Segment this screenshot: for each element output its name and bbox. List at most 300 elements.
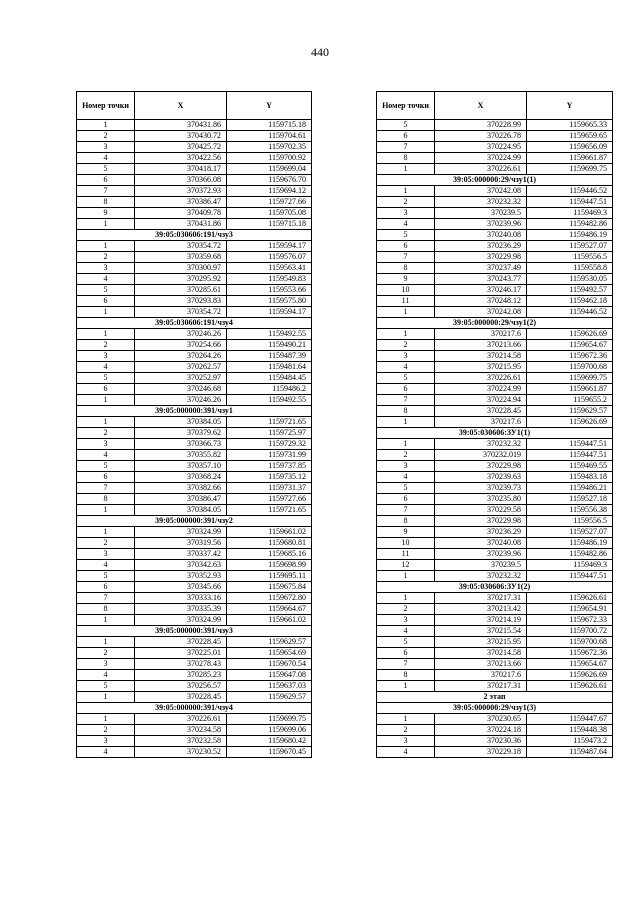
point-number-cell: 3 [77,142,135,153]
y-coordinate-cell: 1159626.69 [527,329,613,340]
y-coordinate-cell: 1159727.66 [227,494,312,505]
y-coordinate-cell: 1159469.55 [527,461,613,472]
table-header-row [377,92,613,120]
point-number-cell: 8 [377,516,435,527]
y-coordinate-cell: 1159447.51 [527,571,613,582]
table-row [377,164,613,175]
x-coordinate-cell: 370293.83 [135,296,227,307]
section-title: 39:05:000000:29/чзу1(1) [377,175,613,186]
point-number-cell: 2 [377,604,435,615]
y-coordinate-cell: 1159556.5 [527,516,613,527]
x-coordinate-cell: 370213.42 [435,604,527,615]
table-row [77,362,312,373]
x-coordinate-cell: 370324.99 [135,527,227,538]
y-coordinate-cell: 1159731.99 [227,450,312,461]
table-row [377,483,613,494]
table-row [77,373,312,384]
y-coordinate-cell: 1159670.45 [227,747,312,758]
point-number-cell: 1 [377,439,435,450]
x-coordinate-cell: 370226.61 [435,164,527,175]
y-coordinate-cell: 1159704.61 [227,131,312,142]
x-coordinate-cell: 370239.63 [435,472,527,483]
table-row [77,692,312,703]
x-coordinate-cell: 370229.98 [435,516,527,527]
point-number-cell: 7 [77,593,135,604]
x-coordinate-cell: 370229.58 [435,505,527,516]
point-number-cell: 1 [377,681,435,692]
point-number-cell: 3 [377,736,435,747]
point-number-cell: 6 [377,648,435,659]
y-coordinate-cell: 1159699.75 [527,164,613,175]
y-coordinate-cell: 1159629.57 [227,637,312,648]
table-row [77,571,312,582]
table-row [77,659,312,670]
y-coordinate-cell: 1159659.65 [527,131,613,142]
point-number-cell: 6 [77,296,135,307]
section-header-row [77,230,312,241]
x-coordinate-cell: 370224.95 [435,142,527,153]
table-row [77,263,312,274]
table-row [377,681,613,692]
x-coordinate-cell: 370422.56 [135,153,227,164]
section-header-row [377,428,613,439]
point-number-cell: 1 [77,505,135,516]
point-number-cell: 5 [77,285,135,296]
y-coordinate-cell: 1159530.05 [527,274,613,285]
table-row [377,296,613,307]
table-row [377,362,613,373]
y-coordinate-cell: 1159446.52 [527,307,613,318]
table-row [377,461,613,472]
x-coordinate-cell: 370230.36 [435,736,527,747]
point-number-cell: 3 [77,659,135,670]
y-coordinate-cell: 1159729.32 [227,439,312,450]
table-row [377,263,613,274]
section-title: 39:05:000000:391/чзу4 [77,703,312,714]
y-coordinate-cell: 1159661.02 [227,615,312,626]
y-coordinate-cell: 1159661.87 [527,153,613,164]
table-row [77,142,312,153]
header-y: Y [527,92,613,120]
y-coordinate-cell: 1159699.75 [227,714,312,725]
table-row [77,417,312,428]
section-title: 39:05:030606:191/чзу3 [77,230,312,241]
table-row [377,626,613,637]
y-coordinate-cell: 1159670.54 [227,659,312,670]
x-coordinate-cell: 370228.45 [135,692,227,703]
x-coordinate-cell: 370248.12 [435,296,527,307]
table-row [77,340,312,351]
table-row [77,252,312,263]
y-coordinate-cell: 1159731.37 [227,483,312,494]
x-coordinate-cell: 370431.86 [135,120,227,131]
point-number-cell: 8 [377,153,435,164]
y-coordinate-cell: 1159665.33 [527,120,613,131]
point-number-cell: 7 [377,505,435,516]
table-row [77,285,312,296]
point-number-cell: 5 [77,571,135,582]
y-coordinate-cell: 1159527.07 [527,527,613,538]
point-number-cell: 3 [77,736,135,747]
x-coordinate-cell: 370217.6 [435,670,527,681]
table-row [377,659,613,670]
x-coordinate-cell: 370229.18 [435,747,527,758]
x-coordinate-cell: 370430.72 [135,131,227,142]
section-header-row [77,626,312,637]
y-coordinate-cell: 1159556.5 [527,252,613,263]
section-title: 2 этап [377,692,613,703]
y-coordinate-cell: 1159655.2 [527,395,613,406]
header-y: Y [227,92,312,120]
point-number-cell: 1 [377,417,435,428]
table-row [377,472,613,483]
point-number-cell: 4 [77,274,135,285]
table-row [377,285,613,296]
y-coordinate-cell: 1159661.02 [227,527,312,538]
y-coordinate-cell: 1159725.97 [227,428,312,439]
table-row [77,681,312,692]
x-coordinate-cell: 370236.29 [435,241,527,252]
x-coordinate-cell: 370384.05 [135,417,227,428]
point-number-cell: 8 [77,604,135,615]
point-number-cell: 3 [77,351,135,362]
x-coordinate-cell: 370372.93 [135,186,227,197]
table-row [77,186,312,197]
x-coordinate-cell: 370243.77 [435,274,527,285]
point-number-cell: 2 [77,131,135,142]
point-number-cell: 8 [377,406,435,417]
table-row [77,747,312,758]
point-number-cell: 4 [77,670,135,681]
y-coordinate-cell: 1159700.92 [227,153,312,164]
table-row [377,395,613,406]
table-header-row [77,92,312,120]
point-number-cell: 1 [77,615,135,626]
section-title: 39:05:000000:29/чзу1(3) [377,703,613,714]
y-coordinate-cell: 1159699.04 [227,164,312,175]
x-coordinate-cell: 370355.82 [135,450,227,461]
point-number-cell: 4 [377,472,435,483]
x-coordinate-cell: 370256.57 [135,681,227,692]
x-coordinate-cell: 370242.08 [435,186,527,197]
table-row [377,604,613,615]
x-coordinate-cell: 370240.08 [435,230,527,241]
y-coordinate-cell: 1159705.08 [227,208,312,219]
x-coordinate-cell: 370366.08 [135,175,227,186]
y-coordinate-cell: 1159695.11 [227,571,312,582]
table-row [377,538,613,549]
x-coordinate-cell: 370252.97 [135,373,227,384]
point-number-cell: 4 [77,362,135,373]
table-row [377,406,613,417]
point-number-cell: 4 [377,747,435,758]
table-row [377,505,613,516]
x-coordinate-cell: 370224.94 [435,395,527,406]
section-header-row [77,318,312,329]
table-row [377,186,613,197]
table-row [77,483,312,494]
y-coordinate-cell: 1159563.41 [227,263,312,274]
x-coordinate-cell: 370300.97 [135,263,227,274]
header-x: X [435,92,527,120]
point-number-cell: 7 [377,659,435,670]
point-number-cell: 9 [377,274,435,285]
table-row [77,208,312,219]
point-number-cell: 11 [377,549,435,560]
table-row [377,351,613,362]
y-coordinate-cell: 1159735.12 [227,472,312,483]
point-number-cell: 3 [377,208,435,219]
point-number-cell: 4 [377,219,435,230]
y-coordinate-cell: 1159629.57 [227,692,312,703]
table-row [77,472,312,483]
x-coordinate-cell: 370232.32 [435,197,527,208]
x-coordinate-cell: 370246.26 [135,395,227,406]
y-coordinate-cell: 1159654.67 [527,340,613,351]
x-coordinate-cell: 370242.08 [435,307,527,318]
x-coordinate-cell: 370217.6 [435,417,527,428]
point-number-cell: 6 [377,131,435,142]
x-coordinate-cell: 370214.58 [435,648,527,659]
y-coordinate-cell: 1159481.64 [227,362,312,373]
section-header-row [377,175,613,186]
x-coordinate-cell: 370230.52 [135,747,227,758]
x-coordinate-cell: 370239.96 [435,219,527,230]
section-title: 39:05:030606:191/чзу4 [77,318,312,329]
y-coordinate-cell: 1159672.36 [527,351,613,362]
table-row [377,560,613,571]
point-number-cell: 7 [77,186,135,197]
point-number-cell: 3 [377,461,435,472]
table-row [377,725,613,736]
table-row [377,307,613,318]
point-number-cell: 12 [377,560,435,571]
table-row [77,604,312,615]
x-coordinate-cell: 370232.32 [435,439,527,450]
y-coordinate-cell: 1159626.61 [527,593,613,604]
point-number-cell: 6 [77,582,135,593]
point-number-cell: 7 [377,252,435,263]
point-number-cell: 4 [77,747,135,758]
section-title: 39:05:030606:ЗУ1(2) [377,582,613,593]
table-row [77,329,312,340]
x-coordinate-cell: 370226.78 [435,131,527,142]
table-row [377,747,613,758]
header-point-number: Номер точки [377,92,435,120]
y-coordinate-cell: 1159575.80 [227,296,312,307]
y-coordinate-cell: 1159626.69 [527,417,613,428]
y-coordinate-cell: 1159447.51 [527,439,613,450]
x-coordinate-cell: 370264.26 [135,351,227,362]
x-coordinate-cell: 370246.17 [435,285,527,296]
point-number-cell: 6 [77,472,135,483]
x-coordinate-cell: 370237.49 [435,263,527,274]
point-number-cell: 5 [377,373,435,384]
point-number-cell: 1 [77,714,135,725]
y-coordinate-cell: 1159700.72 [527,626,613,637]
x-coordinate-cell: 370226.61 [135,714,227,725]
x-coordinate-cell: 370239.5 [435,560,527,571]
y-coordinate-cell: 1159656.09 [527,142,613,153]
section-header-row [77,703,312,714]
y-coordinate-cell: 1159483.18 [527,472,613,483]
section-header-row [377,703,613,714]
y-coordinate-cell: 1159672.33 [527,615,613,626]
y-coordinate-cell: 1159715.18 [227,120,312,131]
y-coordinate-cell: 1159654.69 [227,648,312,659]
x-coordinate-cell: 370232.32 [435,571,527,582]
x-coordinate-cell: 370232.019 [435,450,527,461]
table-row [377,384,613,395]
table-row [377,252,613,263]
y-coordinate-cell: 1159594.17 [227,307,312,318]
point-number-cell: 5 [377,483,435,494]
table-row [377,142,613,153]
y-coordinate-cell: 1159447.51 [527,197,613,208]
point-number-cell: 1 [377,329,435,340]
point-number-cell: 11 [377,296,435,307]
table-row [377,197,613,208]
point-number-cell: 5 [377,637,435,648]
point-number-cell: 2 [377,450,435,461]
y-coordinate-cell: 1159672.36 [527,648,613,659]
section-header-row [77,516,312,527]
x-coordinate-cell: 370213.66 [435,340,527,351]
point-number-cell: 9 [377,527,435,538]
point-number-cell: 7 [77,483,135,494]
x-coordinate-cell: 370217.31 [435,593,527,604]
x-coordinate-cell: 370352.93 [135,571,227,582]
y-coordinate-cell: 1159553.66 [227,285,312,296]
y-coordinate-cell: 1159486.21 [527,483,613,494]
section-header-row [377,318,613,329]
table-row [377,120,613,131]
point-number-cell: 1 [377,593,435,604]
x-coordinate-cell: 370228.45 [135,637,227,648]
point-number-cell: 1 [77,692,135,703]
table-row [377,637,613,648]
point-number-cell: 4 [377,362,435,373]
section-title: 39:05:000000:391/чзу2 [77,516,312,527]
point-number-cell: 6 [377,384,435,395]
table-row [377,527,613,538]
y-coordinate-cell: 1159558.8 [527,263,613,274]
table-row [77,384,312,395]
y-coordinate-cell: 1159490.21 [227,340,312,351]
point-number-cell: 1 [377,714,435,725]
table-row [77,439,312,450]
x-coordinate-cell: 370213.66 [435,659,527,670]
point-number-cell: 2 [77,340,135,351]
y-coordinate-cell: 1159629.57 [527,406,613,417]
y-coordinate-cell: 1159672.80 [227,593,312,604]
y-coordinate-cell: 1159626.69 [527,670,613,681]
table-row [77,131,312,142]
y-coordinate-cell: 1159654.67 [527,659,613,670]
x-coordinate-cell: 370236.29 [435,527,527,538]
x-coordinate-cell: 370229.98 [435,461,527,472]
point-number-cell: 3 [377,351,435,362]
y-coordinate-cell: 1159715.18 [227,219,312,230]
point-number-cell: 5 [77,373,135,384]
point-number-cell: 5 [377,120,435,131]
point-number-cell: 2 [77,648,135,659]
x-coordinate-cell: 370425.72 [135,142,227,153]
x-coordinate-cell: 370215.54 [435,626,527,637]
point-number-cell: 8 [77,494,135,505]
y-coordinate-cell: 1159486.2 [227,384,312,395]
y-coordinate-cell: 1159727.66 [227,197,312,208]
point-number-cell: 1 [77,417,135,428]
y-coordinate-cell: 1159737.85 [227,461,312,472]
x-coordinate-cell: 370214.19 [435,615,527,626]
table-row [77,120,312,131]
table-row [377,340,613,351]
x-coordinate-cell: 370285.61 [135,285,227,296]
table-row [77,494,312,505]
point-number-cell: 8 [377,263,435,274]
table-row [377,373,613,384]
y-coordinate-cell: 1159473.2 [527,736,613,747]
y-coordinate-cell: 1159694.12 [227,186,312,197]
x-coordinate-cell: 370335.39 [135,604,227,615]
x-coordinate-cell: 370337.42 [135,549,227,560]
point-number-cell: 3 [77,549,135,560]
table-row [77,615,312,626]
point-number-cell: 1 [377,186,435,197]
point-number-cell: 6 [377,241,435,252]
section-title: 39:05:030606:ЗУ1(1) [377,428,613,439]
table-row [377,593,613,604]
point-number-cell: 10 [377,285,435,296]
x-coordinate-cell: 370319.56 [135,538,227,549]
x-coordinate-cell: 370239.5 [435,208,527,219]
y-coordinate-cell: 1159527.07 [527,241,613,252]
point-number-cell: 6 [77,175,135,186]
table-row [77,637,312,648]
table-row [77,736,312,747]
point-number-cell: 2 [77,725,135,736]
table-row [377,648,613,659]
x-coordinate-cell: 370239.73 [435,483,527,494]
point-number-cell: 4 [77,450,135,461]
point-number-cell: 8 [377,670,435,681]
table-row [77,461,312,472]
x-coordinate-cell: 370333.16 [135,593,227,604]
section-title: 39:05:000000:29/чзу1(2) [377,318,613,329]
table-row [77,582,312,593]
x-coordinate-cell: 370254.66 [135,340,227,351]
x-coordinate-cell: 370386.47 [135,197,227,208]
table-row [77,351,312,362]
x-coordinate-cell: 370229.98 [435,252,527,263]
x-coordinate-cell: 370224.18 [435,725,527,736]
point-number-cell: 1 [77,527,135,538]
table-row [377,714,613,725]
y-coordinate-cell: 1159698.99 [227,560,312,571]
table-row [77,527,312,538]
table-row [77,164,312,175]
table-row [77,560,312,571]
point-number-cell: 1 [77,307,135,318]
point-number-cell: 5 [77,681,135,692]
x-coordinate-cell: 370224.99 [435,384,527,395]
point-number-cell: 10 [377,538,435,549]
x-coordinate-cell: 370342.63 [135,560,227,571]
table-row [377,670,613,681]
y-coordinate-cell: 1159647.08 [227,670,312,681]
y-coordinate-cell: 1159549.83 [227,274,312,285]
